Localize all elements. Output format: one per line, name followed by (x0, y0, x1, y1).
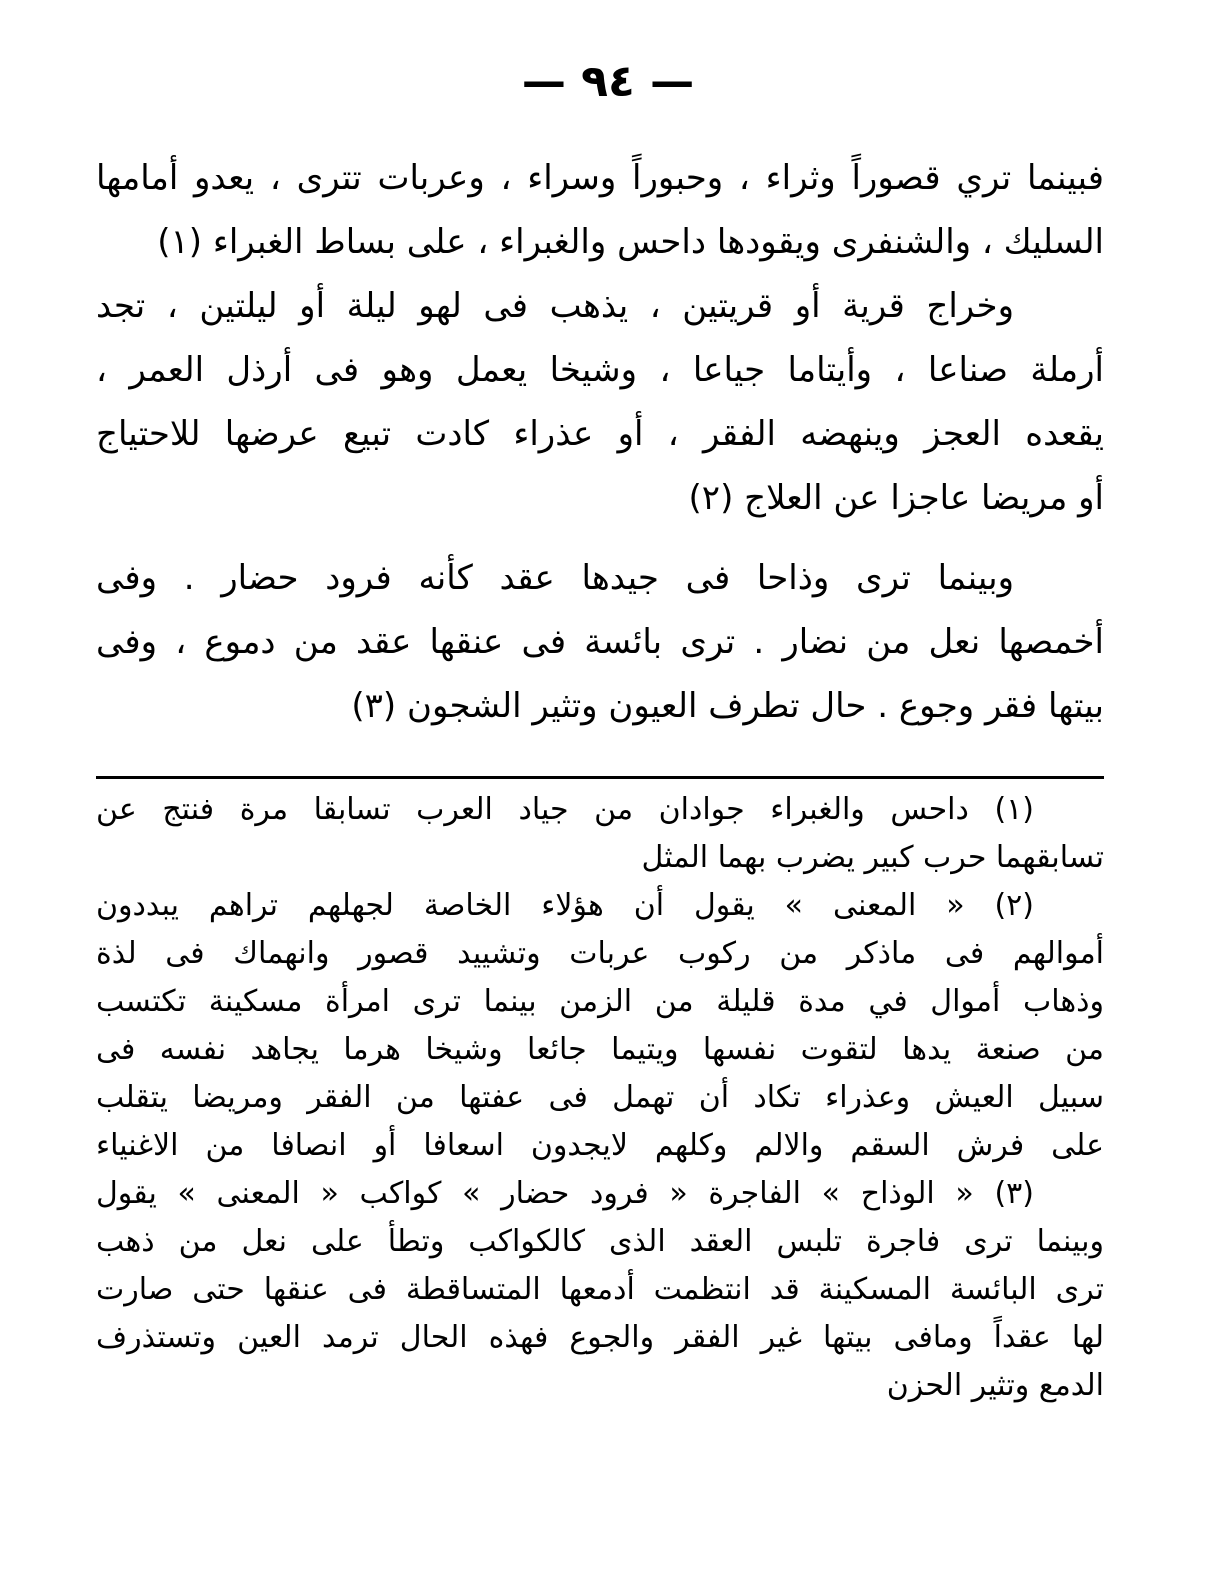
footnote-line: (٢) « المعنى » يقول أن هؤلاء الخاصة لجهلهم تراهم يبددون (96, 888, 1034, 923)
footnote-line: (٣) « الوذاح » الفاجرة « فرود حضار » كواكب « المعنى » يقول (96, 1176, 1034, 1211)
footnote-line: على فرش السقم والالم وكلهم لايجدون اسعافا أو انصافا من الاغنياء (96, 1128, 1104, 1163)
footnote-line: تسابقهما حرب كبير يضرب بهما المثل (641, 840, 1104, 875)
footnote-line: الدمع وتثير الحزن (886, 1368, 1104, 1403)
text-line: السليك ، والشنفرى ويقودها داحس والغبراء ، على بساط الغبراء (١) (157, 222, 1104, 262)
text-line: يقعده العجز وينهضه الفقر ، أو عذراء كادت تبيع عرضها للاحتياج (96, 414, 1104, 454)
text-line: أخمصها نعل من نضار . ترى بائسة فى عنقها عقد من دموع ، وفى (96, 622, 1104, 662)
footnote-line: سبيل العيش وعذراء تكاد أن تهمل فى عفتها من الفقر ومريضا يتقلب (96, 1080, 1104, 1115)
footnote-line: وذهاب أموال في مدة قليلة من الزمن بينما ترى امرأة مسكينة تكتسب (96, 984, 1104, 1019)
footnote-line: أموالهم فى ماذكر من ركوب عربات وتشييد قصور وانهماك فى لذة (96, 936, 1104, 971)
text-line: أرملة صناعا ، وأيتاما جياعا ، وشيخا يعمل وهو فى أرذل العمر ، (96, 350, 1104, 390)
page-number: — ٩٤ — (521, 56, 695, 107)
text-line: وخراج قرية أو قريتين ، يذهب فى لهو ليلة أو ليلتين ، تجد (96, 286, 1014, 326)
text-line: وبينما ترى وذاحا فى جيدها عقد كأنه فرود حضار . وفى (96, 558, 1014, 598)
footnotes (96, 786, 1104, 1410)
text-line: فبينما تري قصوراً وثراء ، وحبوراً وسراء ، وعربات تترى ، يعدو أمامها (96, 158, 1104, 198)
footnote-line: (١) داحس والغبراء جوادان من جياد العرب تسابقا مرة فنتج عن (96, 792, 1034, 827)
footnote-line: ترى البائسة المسكينة قد انتظمت أدمعها المتساقطة فى عنقها حتى صارت (96, 1272, 1104, 1307)
footnote-line: وبينما ترى فاجرة تلبس العقد الذى كالكواكب وتطأ على نعل من ذهب (96, 1224, 1104, 1259)
footnote-line: من صنعة يدها لتقوت نفسها ويتيما جائعا وشيخا هرما يجاهد نفسه فى (96, 1032, 1104, 1067)
footnote-separator (96, 776, 1104, 779)
text-line: أو مريضا عاجزا عن العلاج (٢) (688, 478, 1104, 518)
footnote-line: لها عقداً ومافى بيتها غير الفقر والجوع فهذه الحال ترمد العين وتستذرف (96, 1320, 1104, 1355)
paragraph-gap (96, 530, 1104, 546)
main-text (96, 146, 1104, 738)
text-line: بيتها فقر وجوع . حال تطرف العيون وتثير الشجون (٣) (351, 686, 1104, 726)
